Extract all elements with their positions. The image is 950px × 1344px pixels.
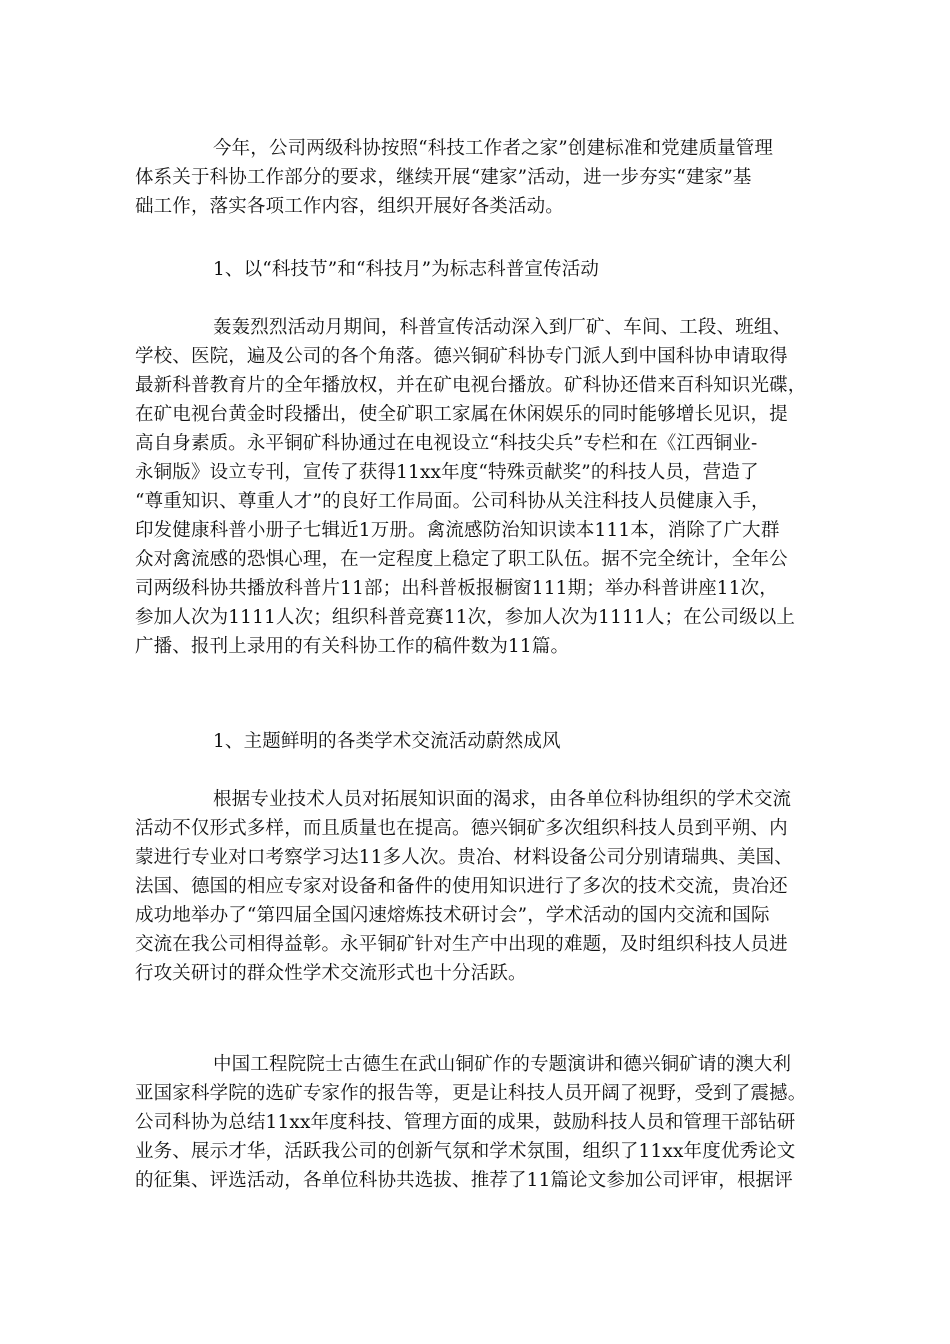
paragraph-3: [135, 785, 825, 988]
heading-text: 1、以“科技节”和“科技月”为标志科普宣传活动: [213, 259, 600, 280]
paragraph-line: 学校、医院，遍及公司的各个角落。德兴铜矿科协专门派人到中国科协申请取得: [135, 346, 788, 367]
paragraph-1: [135, 134, 825, 221]
paragraph-line: 业务、展示才华，活跃我公司的创新气氛和学术氛围，组织了11xx年度优秀论文: [135, 1141, 796, 1162]
paragraph-line: 活动不仅形式多样，而且质量也在提高。德兴铜矿多次组织科技人员到平朔、内: [135, 818, 788, 839]
paragraph-line: 根据专业技术人员对拓展知识面的渴求，由各单位科协组织的学术交流: [213, 789, 792, 810]
paragraph-line: 轰轰烈烈活动月期间，科普宣传活动深入到厂矿、车间、工段、班组、: [213, 317, 792, 338]
paragraph-line: 众对禽流感的恐惧心理，在一定程度上稳定了职工队伍。据不完全统计，全年公: [135, 549, 788, 570]
paragraph-line: 蒙进行专业对口考察学习达11多人次。贵冶、材料设备公司分别请瑞典、美国、: [135, 847, 793, 868]
paragraph-line: 础工作，落实各项工作内容，组织开展好各类活动。: [135, 196, 564, 217]
paragraph-line: 公司科协为总结11xx年度科技、管理方面的成果，鼓励科技人员和管理干部钻研: [135, 1112, 796, 1133]
paragraph-line: 行攻关研讨的群众性学术交流形式也十分活跃。: [135, 963, 527, 984]
paragraph-line: 法国、德国的相应专家对设备和备件的使用知识进行了多次的技术交流，贵冶还: [135, 876, 788, 897]
paragraph-line: 在矿电视台黄金时段播出，使全矿职工家属在休闲娱乐的同时能够增长见识，提: [135, 404, 788, 425]
paragraph-line: “尊重知识、尊重人才”的良好工作局面。公司科协从关注科技人员健康入手，: [135, 491, 770, 512]
paragraph-line: 最新科普教育片的全年播放权，并在矿电视台播放。矿科协还借来百科知识光碟，: [135, 375, 807, 396]
paragraph-line: 中国工程院院士古德生在武山铜矿作的专题演讲和德兴铜矿请的澳大利: [213, 1054, 792, 1075]
section-heading-1: [135, 255, 825, 284]
paragraph-line: 高自身素质。永平铜矿科协通过在电视设立“科技尖兵”专栏和在《江西铜业-: [135, 433, 758, 454]
paragraph-line: 的征集、评选活动，各单位科协共选拔、推荐了11篇论文参加公司评审，根据评: [135, 1170, 793, 1191]
paragraph-line: 亚国家科学院的选矿专家作的报告等，更是让科技人员开阔了视野，受到了震撼。: [135, 1083, 807, 1104]
paragraph-line: 交流在我公司相得益彰。永平铜矿针对生产中出现的难题，及时组织科技人员进: [135, 934, 788, 955]
paragraph-line: 参加人次为1111人次；组织科普竞赛11次，参加人次为1111人；在公司级以上: [135, 607, 796, 628]
paragraph-line: 印发健康科普小册子七辑近1万册。禽流感防治知识读本111本，消除了广大群: [135, 520, 780, 541]
paragraph-line: 广播、报刊上录用的有关科协工作的稿件数为11篇。: [135, 636, 570, 657]
paragraph-line: 永铜版》设立专刊，宣传了获得11xx年度“特殊贡献奖”的科技人员，营造了: [135, 462, 759, 483]
paragraph-line: 成功地举办了“第四届全国闪速熔炼技术研讨会”，学术活动的国内交流和国际: [135, 905, 770, 926]
paragraph-4: [135, 1050, 825, 1195]
paragraph-2: [135, 313, 825, 661]
heading-text: 1、主题鲜明的各类学术交流活动蔚然成风: [213, 731, 561, 752]
paragraph-line: 今年，公司两级科协按照“科技工作者之家”创建标准和党建质量管理: [213, 138, 774, 159]
paragraph-line: 司两级科协共播放科普片11部；出科普板报橱窗111期；举办科普讲座11次，: [135, 578, 778, 599]
section-heading-2: [135, 727, 825, 756]
paragraph-line: 体系关于科协工作部分的要求，继续开展“建家”活动，进一步夯实“建家”基: [135, 167, 752, 188]
